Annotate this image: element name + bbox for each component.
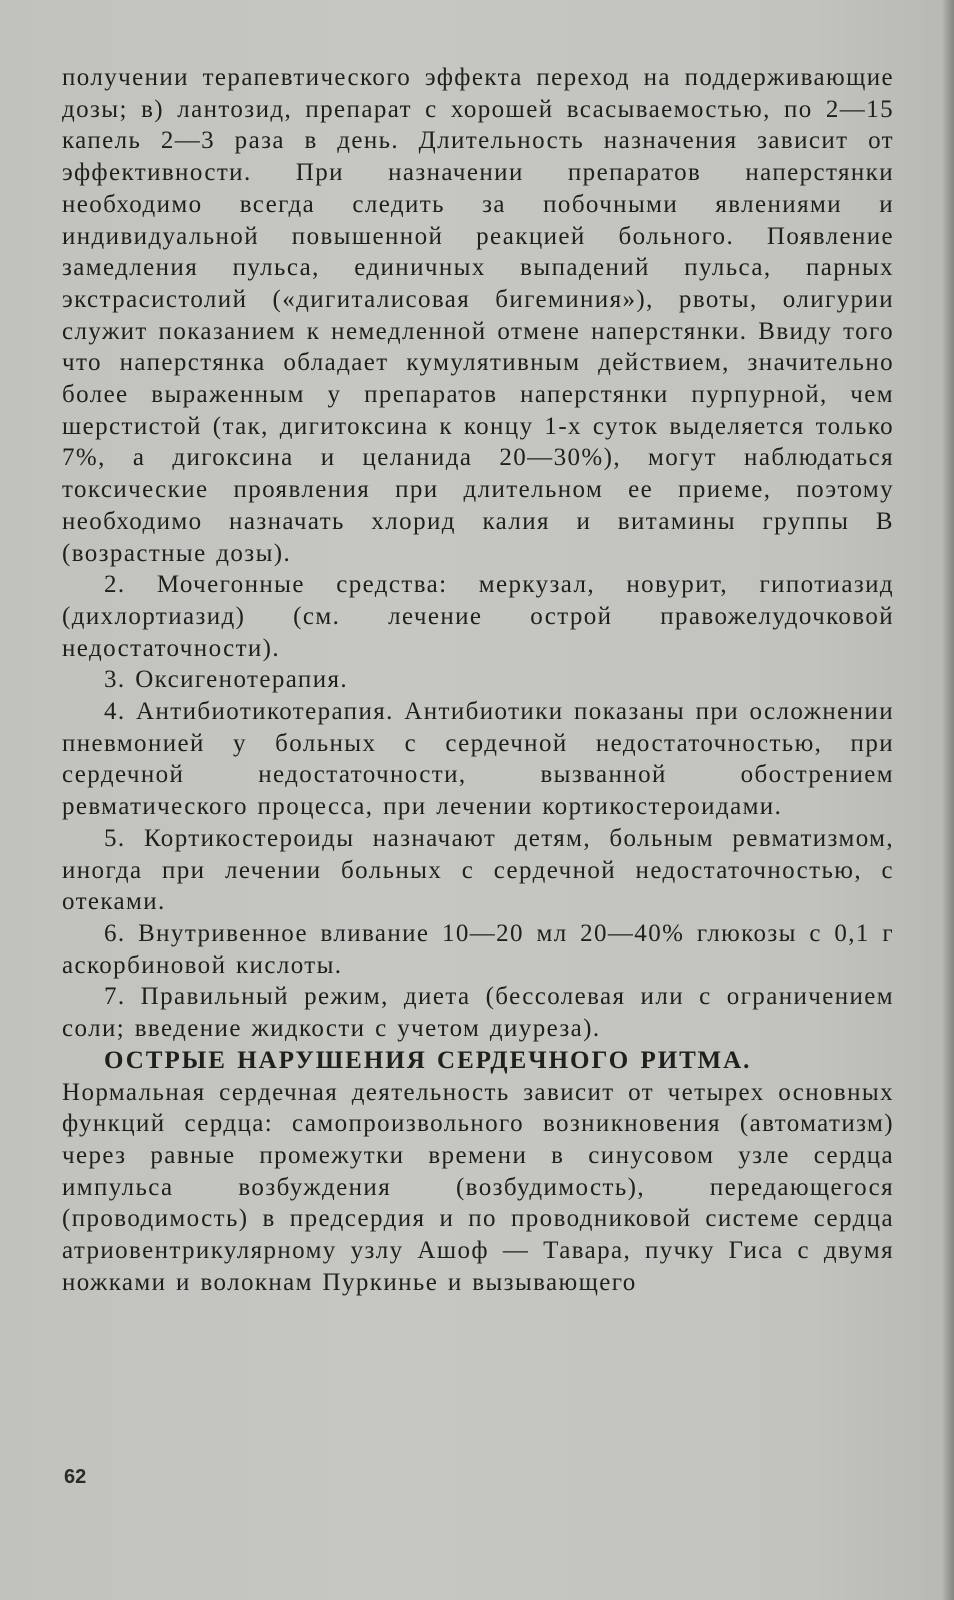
section-heading: ОСТРЫЕ НАРУШЕНИЯ СЕРДЕЧНОГО РИТМА. — [104, 1046, 752, 1074]
paragraph-4: 4. Антибиотикотерапия. Антибиотики показаны при осложнении пневмонией у больных с сердечной недостаточностью, при сердечной недостаточности, вызванной обострением ревматического процесса, при лечении кортикостероидами. — [62, 698, 894, 821]
paragraph-7: 7. Правильный режим, диета (бессолевая или с ограничением соли; введение жидкости с учетом диуреза). — [62, 983, 894, 1043]
page-number: 62 — [64, 1466, 87, 1488]
page-edge-shadow — [942, 0, 954, 1600]
paragraph-3: 3. Оксигенотерапия. — [104, 666, 349, 694]
paragraph-6: 6. Внутривенное вливание 10—20 мл 20—40% глюкозы с 0,1 г аскорбиновой кислоты. — [62, 919, 894, 979]
paragraph-8: Нормальная сердечная деятельность зависит от четырех основных функций сердца: самопроизвольного возникновения (автоматизм) через равные промежутки времени в синусовом узле сердца импульса возбуждения (возбудимость), передающегося (проводимость) в предсердия и по проводниковой системе сердца атриовентрикулярному узлу Ашоф — Тавара, пучку Гиса с двумя ножками и волокнам Пуркинье и вызывающего — [62, 1078, 894, 1296]
paragraph-1: получении терапевтического эффекта переход на поддерживающие дозы; в) лантозид, препарат с хорошей всасываемостью, по 2—15 капель 2—3 раза в день. Длительность назначения зависит от эффективности. При назначении препаратов наперстянки необходимо всегда следить за побочными явлениями и индивидуальной повышенной реакцией больного. Появление замедления пульса, единичных выпадений пульса, парных экстрасистолий («дигиталисовая бигеминия»), рвоты, олигурии служит показанием к немедленной отмене наперстянки. Ввиду того что наперстянка обладает кумулятивным действием, значительно более выраженным у препаратов наперстянки пурпурной, чем шерстистой (так, дигитоксина к концу 1-х суток выделяется только 7%, а дигоксина и целанида 20—30%), могут наблюдаться токсические проявления при длительном ее приеме, поэтому необходимо назначать хлорид калия и витамины группы В (возрастные дозы). — [62, 64, 894, 567]
paragraph-5: 5. Кортикостероиды назначают детям, больным ревматизмом, иногда при лечении больных с сердечной недостаточностью, с отеками. — [62, 824, 894, 916]
paragraph-2: 2. Мочегонные средства: меркузал, новурит, гипотиазид (дихлортиазид) (см. лечение острой правожелудочковой недостаточности). — [62, 571, 894, 662]
body-text — [62, 62, 894, 1298]
